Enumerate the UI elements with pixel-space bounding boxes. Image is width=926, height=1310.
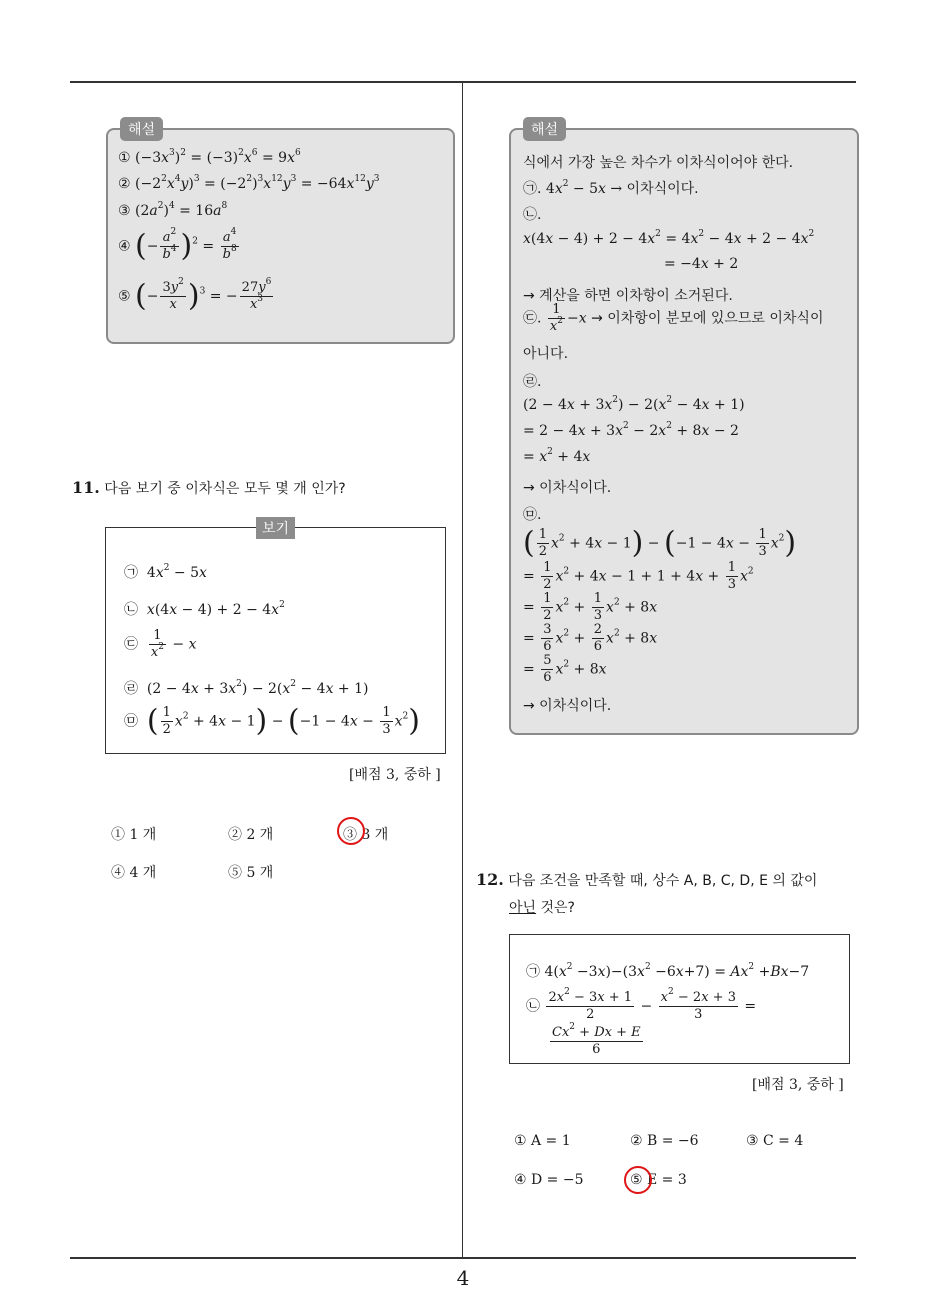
- underlined-word: 아닌: [509, 900, 537, 916]
- solution-e-6: → 이차식이다.: [523, 698, 612, 714]
- q11-choice-2[interactable]: ② 2 개: [228, 827, 274, 843]
- column-divider: [462, 82, 463, 1258]
- solution-d-3: = $x^2 + 4x$: [523, 447, 591, 465]
- solution-c-2: 아니다.: [523, 346, 569, 362]
- solution-line-4: ④ (− $\frac{a^2}{b^4}$ )$^2$ = $\frac{a^4}{b^8}$: [118, 227, 237, 264]
- solution-b-3: → 계산을 하면 이차항이 소거된다.: [523, 288, 733, 304]
- question-text-1: 다음 조건을 만족할 때, 상수 A, B, C, D, E 의 값이: [508, 873, 818, 889]
- solution-c-1: ㉢. $\frac{1}{x^2}$ −x → 이차항이 분모에 있으므로 이차식이: [523, 302, 824, 334]
- left-solution-box: [106, 122, 455, 344]
- condition-b-rhs: $\frac{Cx^2 + Dx + E}{6}$: [552, 1022, 641, 1057]
- solution-b-1: $x(4x - 4) + 2 - 4x^2 = 4x^2 - 4x + 2 - 4x^2$: [523, 229, 815, 247]
- example-item-d: ㉣ $(2 - 4x + 3x^2) - 2(x^2 - 4x + 1)$: [124, 679, 369, 697]
- solution-line-2: ② $(-2^2x^4y)^3 = (-2^2)^3x^{12}y^3 = -64x^{12}y^3$: [118, 174, 380, 192]
- page-number: 4: [456, 1266, 470, 1290]
- q12-choice-3[interactable]: ③ C = 4: [746, 1133, 804, 1149]
- q11-score: [배점 3, 중하 ]: [349, 767, 441, 783]
- question-12-title: [476, 870, 817, 890]
- solution-e-label: ㉤.: [523, 507, 542, 523]
- solution-b-label: ㉡.: [523, 207, 542, 223]
- solution-line-1: ① $(-3x^3)^2 = (-3)^2x^6 = 9x^6$: [118, 148, 301, 166]
- question-number: 11.: [72, 478, 100, 497]
- question-text-2: 것은?: [536, 900, 575, 916]
- solution-intro: 식에서 가장 높은 차수가 이차식이어야 한다.: [523, 155, 794, 171]
- q12-choice-1[interactable]: ① A = 1: [514, 1133, 571, 1149]
- question-text: 다음 보기 중 이차식은 모두 몇 개 인가?: [104, 481, 346, 497]
- q11-choice-3[interactable]: ③ 3 개: [343, 827, 389, 843]
- solution-e-2: = $\frac{1}{2}$ $x^2 + 4x - 1 + 1 + 4x$ + $\frac{1}{3}$ $x^2$: [523, 560, 754, 592]
- solution-e-3: = $\frac{1}{2}$ $x^2$ + $\frac{1}{3}$ $x^2 + 8x$: [523, 591, 658, 623]
- solution-a: ㉠. $4x^2 - 5x$ → 이차식이다.: [523, 179, 699, 197]
- solution-d-label: ㉣.: [523, 374, 542, 390]
- q12-choice-5[interactable]: ⑤ E = 3: [630, 1172, 687, 1188]
- q12-score: [배점 3, 중하 ]: [752, 1077, 844, 1093]
- q12-answer-mark: [624, 1166, 652, 1194]
- q12-choice-4[interactable]: ④ D = −5: [514, 1172, 584, 1188]
- example-tag: 보기: [256, 517, 295, 539]
- top-rule: [70, 81, 856, 83]
- q11-answer-mark: [337, 817, 365, 845]
- right-solution-box: [509, 122, 859, 735]
- question-11-title: [72, 478, 346, 498]
- bottom-rule: [70, 1257, 856, 1259]
- q12-condition-box: [509, 934, 850, 1064]
- solution-e-4: = $\frac{3}{6}$ $x^2$ + $\frac{2}{6}$ $x^2 + 8x$: [523, 622, 658, 654]
- condition-b: ㉡ $\frac{2x^2 - 3x + 1}{2}$ − $\frac{x^2 - 2x + 3}{3}$ =: [526, 987, 757, 1022]
- example-item-b: ㉡ $x(4x - 4) + 2 - 4x^2$: [124, 600, 285, 618]
- q11-choice-4[interactable]: ④ 4 개: [111, 865, 157, 881]
- solution-line-5: ⑤ (− $\frac{3y^2}{x}$ )$^3$ = − $\frac{27y^6}{x^3}$: [118, 277, 272, 314]
- q12-choice-2[interactable]: ② B = −6: [630, 1133, 699, 1149]
- solution-tag: 해설: [120, 117, 163, 141]
- solution-e-1: ( $\frac{1}{2}$ $x^2 + 4x - 1) - (-1 - 4x$ − $\frac{1}{3}$ $x^2$): [523, 525, 797, 561]
- solution-b-2: = −4x + 2: [664, 256, 739, 272]
- solution-d-2: = $2 - 4x + 3x^2 - 2x^2 + 8x - 2$: [523, 421, 739, 439]
- solution-e-5: = $\frac{5}{6}$ $x^2 + 8x$: [523, 653, 607, 685]
- q11-choice-5[interactable]: ⑤ 5 개: [228, 865, 274, 881]
- question-number: 12.: [476, 870, 504, 889]
- example-item-a: ㉠ $4x^2 - 5x$: [124, 563, 207, 581]
- solution-tag: 해설: [523, 117, 566, 141]
- q11-example-box: [105, 521, 446, 754]
- example-item-e: ㉤ ( $\frac{1}{2}$ $x^2 + 4x - 1) - (-1 - 4x$ − $\frac{1}{3}$ $x^2$): [124, 703, 420, 739]
- solution-d-1: $(2 - 4x + 3x^2) - 2(x^2 - 4x + 1)$: [523, 395, 745, 413]
- example-item-c: ㉢ $\frac{1}{x^2}$ − x: [124, 628, 197, 660]
- solution-line-3: ③ $(2a^2)^4 = 16a^8$: [118, 201, 228, 219]
- question-12-title-2: [509, 897, 575, 917]
- solution-d-4: → 이차식이다.: [523, 480, 612, 496]
- q11-choice-1[interactable]: ① 1 개: [111, 827, 157, 843]
- condition-a: ㉠ $4(x^2 -3x)-(3x^2 -6x+7) = Ax^2 +Bx-7$: [526, 962, 810, 980]
